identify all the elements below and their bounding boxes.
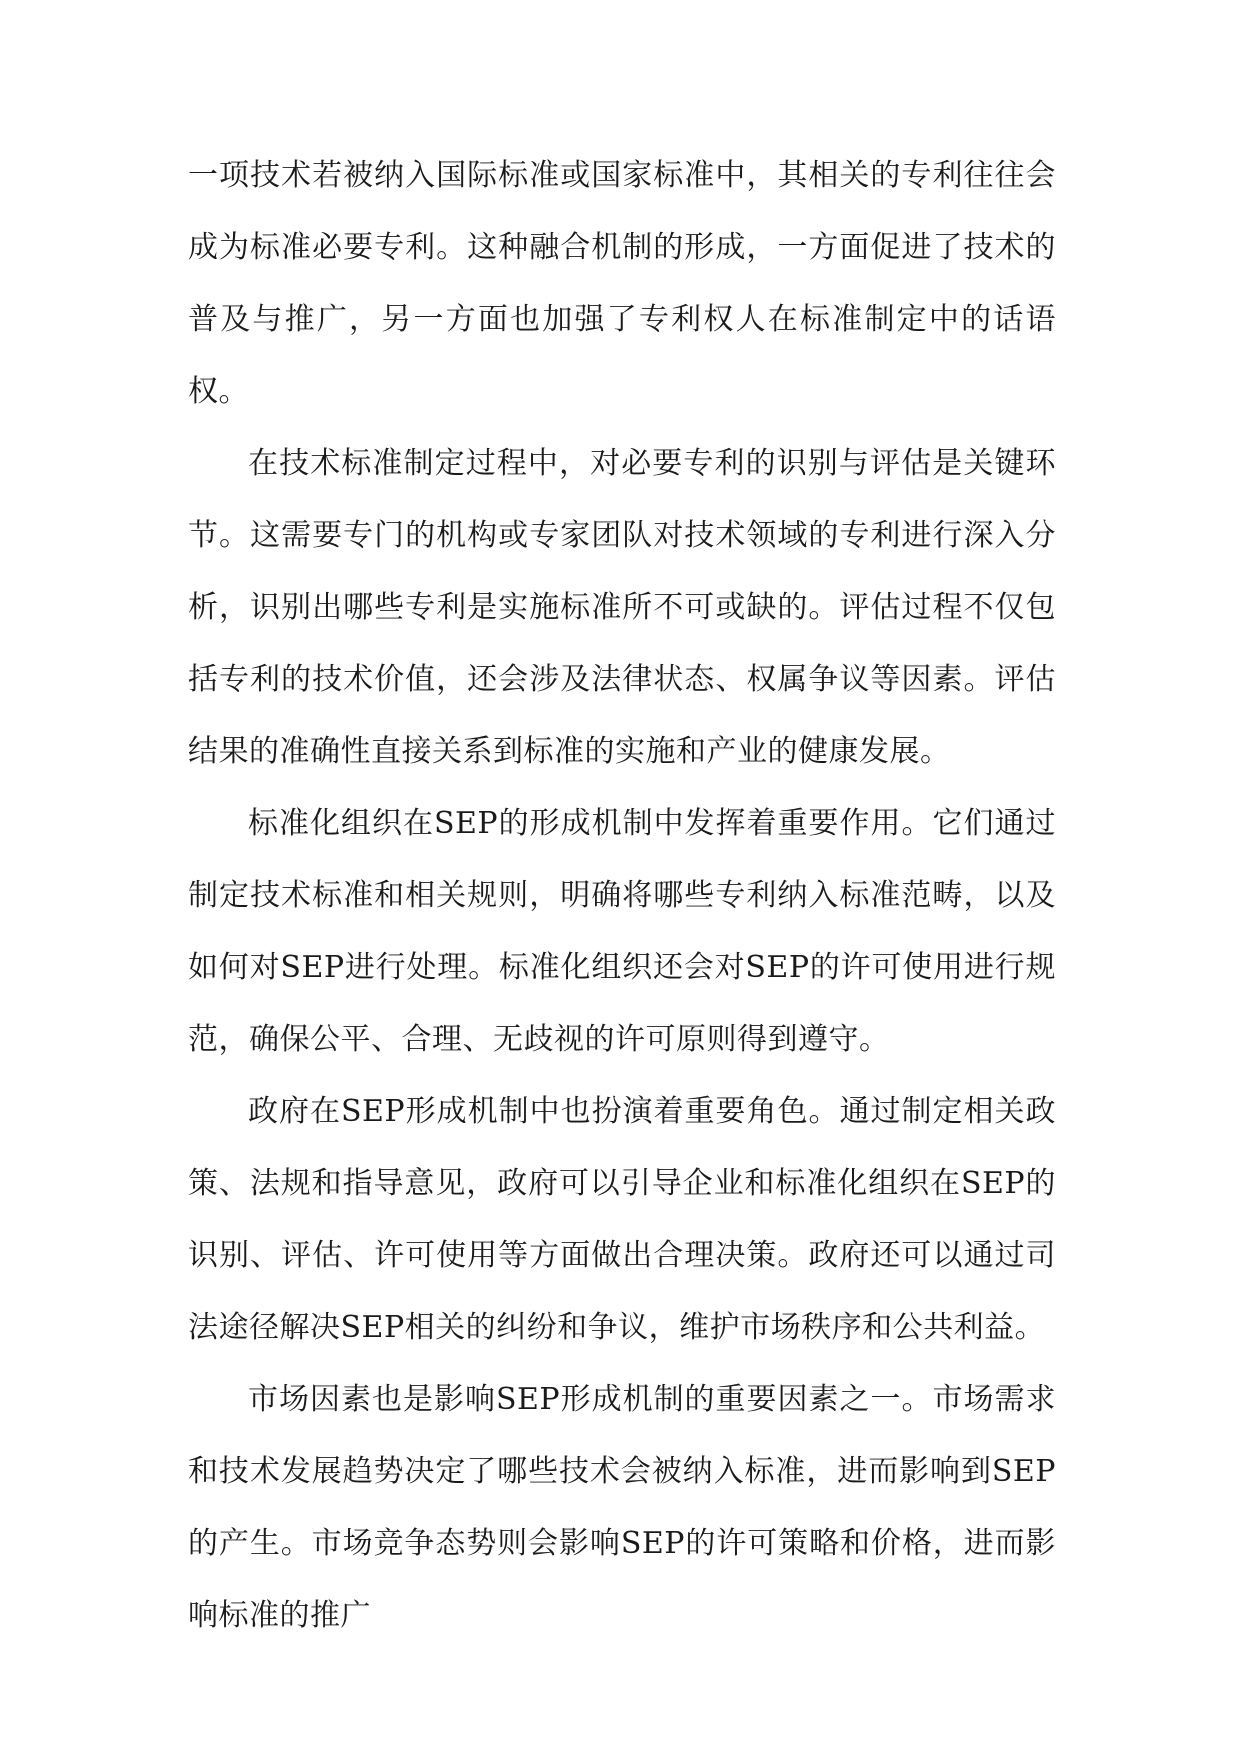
body-text [188, 140, 1056, 1652]
paragraph-5: 市场因素也是影响SEP形成机制的重要因素之一。市场需求和技术发展趋势决定了哪些技术会被纳入标准，进而影响到SEP的产生。市场竞争态势则会影响SEP的许可策略和价格，进而影响标准的推广 [188, 1382, 1056, 1633]
paragraph-4: 政府在SEP形成机制中也扮演着重要角色。通过制定相关政策、法规和指导意见，政府可以引导企业和标准化组织在SEP的识别、评估、许可使用等方面做出合理决策。政府还可以通过司法途径解决SEP相关的纠纷和争议，维护市场秩序和公共利益。 [188, 1094, 1056, 1345]
paragraph-2: 在技术标准制定过程中，对必要专利的识别与评估是关键环节。这需要专门的机构或专家团队对技术领域的专利进行深入分析，识别出哪些专利是实施标准所不可或缺的。评估过程不仅包括专利的技术价值，还会涉及法律状态、权属争议等因素。评估结果的准确性直接关系到标准的实施和产业的健康发展。 [188, 446, 1056, 769]
paragraph-3: 标准化组织在SEP的形成机制中发挥着重要作用。它们通过制定技术标准和相关规则，明确将哪些专利纳入标准范畴，以及如何对SEP进行处理。标准化组织还会对SEP的许可使用进行规范，确保公平、合理、无歧视的许可原则得到遵守。 [188, 806, 1056, 1057]
paragraph-1: 一项技术若被纳入国际标准或国家标准中，其相关的专利往往会成为标准必要专利。这种融合机制的形成，一方面促进了技术的普及与推广，另一方面也加强了专利权人在标准制定中的话语权。 [188, 158, 1056, 409]
